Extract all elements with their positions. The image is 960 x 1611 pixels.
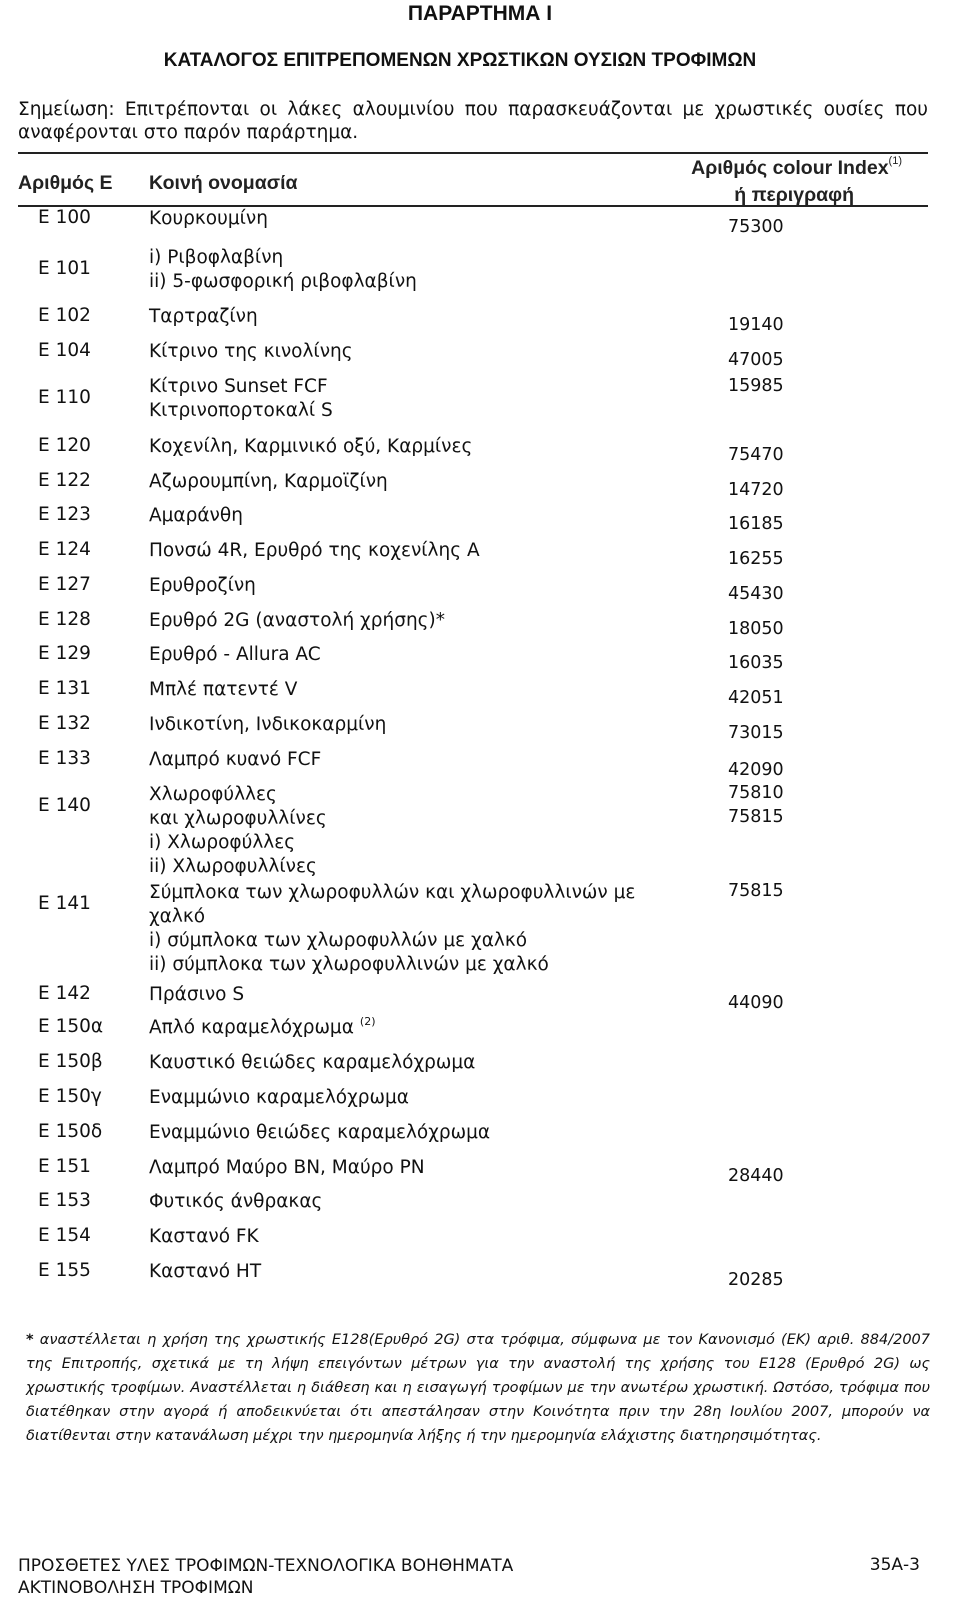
- table-row-code: Ε 127: [38, 574, 91, 595]
- table-row-name-line: [149, 574, 256, 598]
- name-text: i) Ριβοφλαβίνη: [149, 247, 284, 268]
- table-row-colour-index: [728, 547, 784, 571]
- header-code: Αριθμός Ε: [18, 172, 113, 194]
- colour-index-value: 15985: [728, 376, 784, 396]
- table-row-name-line: [149, 953, 635, 977]
- name-text: Μπλέ πατεντέ V: [149, 679, 298, 700]
- name-text: Κοχενίλη, Καρμινικό οξύ, Καρμίνες: [149, 436, 473, 457]
- table-row-name: [149, 783, 327, 879]
- name-text: Κουρκουμίνη: [149, 208, 268, 229]
- table-row-code: Ε 124: [38, 539, 91, 560]
- name-text: Εναμμώνιο καραμελόχρωμα: [149, 1087, 410, 1108]
- footnote-text: αναστέλλεται η χρήση της χρωστικής Ε128(Ερυθρό 2G) στα τρόφιμα, σύμφωνα με τον Κανονισμό (ΕΚ) αριθ. 884/2007 της Επιτροπής, σχετικά με τη λήψη επειγόντων μέτρων για την αναστολή της χρήσης του Ε128 (Ερυθρό 2G) ως χρωστικής τροφίμων. Αναστέλλεται η διάθεση και η εισαγωγή τροφίμων με την ανωτέρω χρωστική. Ωστόσο, τρόφιμα που διατέθηκαν στην αγορά ή αποδεικνύεται ότι απεστάλησαν στην Κοινότητα πριν την 28η Ιουλίου 2007, μπορούν να διατίθενται στην κατανάλωση μέχρι την ημερομηνία λήξης ή την ημερομηνία ελάχιστης διατηρησιμότητας.: [26, 1332, 930, 1444]
- table-row-colour-index: [728, 478, 784, 502]
- colour-index-value: 19140: [728, 315, 784, 335]
- header-colour-index-sup: (1): [888, 154, 902, 167]
- table-row-colour-index: [728, 1164, 784, 1188]
- colour-index-value: 42051: [728, 688, 784, 708]
- name-text: Ινδικοτίνη, Ινδικοκαρμίνη: [149, 714, 387, 735]
- table-row-colour-index: [728, 651, 784, 675]
- name-text: Σύμπλοκα των χλωροφυλλών και χλωροφυλλινών με: [149, 882, 636, 903]
- table-row-name-line: [149, 609, 445, 633]
- name-text: Λαμπρό Μαύρο ΒΝ, Μαύρο PN: [149, 1157, 425, 1178]
- name-text: ii) σύμπλοκα των χλωροφυλλινών με χαλκό: [149, 954, 549, 975]
- table-row-code: Ε 133: [38, 748, 91, 769]
- table-row-colour-index: [728, 313, 784, 337]
- table-row-name: [149, 1225, 259, 1249]
- table-row-colour-index: [728, 781, 784, 829]
- table-row-code: Ε 150γ: [38, 1086, 102, 1107]
- name-text: Πράσινο S: [149, 984, 245, 1005]
- table-row-name-line: [149, 246, 417, 270]
- table-row-name: [149, 539, 480, 563]
- colour-index-value: 42090: [728, 760, 784, 780]
- table-row-code: Ε 104: [38, 340, 91, 361]
- table-row-colour-index: [728, 1268, 784, 1292]
- table-row-name: [149, 340, 353, 364]
- name-text: Κιτρινοπορτοκαλί S: [149, 400, 333, 421]
- colour-index-value: 18050: [728, 619, 784, 639]
- name-text: Απλό καραμελόχρωμα: [149, 1017, 354, 1038]
- table-row-code: Ε 122: [38, 470, 91, 491]
- table-row-name-line: [149, 207, 268, 231]
- colour-index-value: 20285: [728, 1270, 784, 1290]
- name-text: i) Χλωροφύλλες: [149, 832, 296, 853]
- colour-index-value: 75815: [728, 881, 784, 901]
- table-row-colour-index: [728, 348, 784, 372]
- table-row-name-line: [149, 905, 635, 929]
- table-row-name-line: [149, 340, 353, 364]
- table-row-name-line: [149, 1225, 259, 1249]
- footnote: [26, 1328, 930, 1448]
- table-row-name-line: [149, 1016, 376, 1042]
- table-row-name-line: [149, 713, 386, 737]
- page-title: ΠΑΡΑΡΤΗΜΑ Ι: [407, 2, 553, 25]
- colour-index-value: 73015: [728, 723, 784, 743]
- table-row-name: [149, 1051, 475, 1075]
- name-text: i) σύμπλοκα των χλωροφυλλών με χαλκό: [149, 930, 528, 951]
- table-row-name: [149, 1190, 322, 1214]
- table-row-code: Ε 150δ: [38, 1121, 103, 1142]
- table-row-name-line: [149, 1190, 322, 1214]
- table-row-name-line: [149, 470, 388, 494]
- colour-index-value: 16255: [728, 549, 784, 569]
- table-row-code: Ε 142: [38, 983, 91, 1004]
- table-row-colour-index: [728, 512, 784, 536]
- table-row-colour-index: [728, 443, 784, 467]
- colour-index-value: 28440: [728, 1166, 784, 1186]
- table-row-name: [149, 881, 635, 977]
- table-row-name-line: [149, 270, 417, 294]
- note-text: Σημείωση: Επιτρέπονται οι λάκες αλουμινίου που παρασκευάζονται με χρωστικές ουσίες που αναφέρονται στο παρόν παράρτημα.: [18, 99, 928, 143]
- table-row-name-line: [149, 678, 297, 702]
- table-row-code: Ε 120: [38, 435, 91, 456]
- table-row-name: [149, 504, 243, 528]
- table-row-name: [149, 748, 321, 772]
- table-row-name-line: [149, 1051, 475, 1075]
- table-row-name-line: [149, 855, 327, 879]
- table-row-colour-index: [728, 686, 784, 710]
- name-text: Ερυθρό - Allura AC: [149, 644, 321, 665]
- name-text: Πονσώ 4R, Ερυθρό της κοχενίλης A: [149, 540, 480, 561]
- name-text: Αζωρουμπίνη, Καρμοϊζίνη: [149, 471, 388, 492]
- header-colour-index: [691, 154, 902, 180]
- table-row-code: Ε 150α: [38, 1016, 104, 1037]
- table-row-name: [149, 246, 417, 294]
- table-row-name: [149, 1156, 425, 1180]
- table-row-name: [149, 470, 388, 494]
- table-row-name-line: [149, 539, 480, 563]
- name-text: Αμαράνθη: [149, 505, 243, 526]
- name-superscript: (2): [359, 1015, 376, 1028]
- table-row-name: [149, 1121, 490, 1145]
- footer-left: [18, 1555, 513, 1599]
- table-row-colour-index: [728, 582, 784, 606]
- name-text: Λαμπρό κυανό FCF: [149, 749, 322, 770]
- table-row-name: [149, 375, 333, 423]
- colour-index-value: 47005: [728, 350, 784, 370]
- table-row-colour-index: [728, 758, 784, 782]
- table-row-name-line: [149, 929, 635, 953]
- table-row-name: [149, 1260, 261, 1284]
- table-row-name-line: [149, 305, 258, 329]
- name-text: Κίτρινο της κινολίνης: [149, 341, 353, 362]
- table-row-name: [149, 1016, 376, 1042]
- table-row-name: [149, 574, 256, 598]
- table-top-rule: [18, 152, 928, 154]
- table-row-code: Ε 140: [38, 795, 91, 816]
- name-text: ii) 5-φωσφορική ριβοφλαβίνη: [149, 271, 417, 292]
- header-name: Κοινή ονομασία: [149, 172, 298, 194]
- table-row-code: Ε 151: [38, 1156, 91, 1177]
- name-text: Ερυθρό 2G (αναστολή χρήσης)*: [149, 610, 445, 631]
- table-row-code: Ε 123: [38, 504, 91, 525]
- table-row-name-line: [149, 399, 333, 423]
- name-text: Χλωροφύλλες: [149, 784, 277, 805]
- name-text: Κίτρινο Sunset FCF: [149, 376, 328, 397]
- table-row-name-line: [149, 1260, 261, 1284]
- table-row-name: [149, 207, 268, 231]
- table-row-name-line: [149, 983, 244, 1007]
- table-row-name-line: [149, 375, 333, 399]
- colour-index-value: 14720: [728, 480, 784, 500]
- table-row-name: [149, 983, 244, 1007]
- colour-index-value: 75815: [728, 807, 784, 827]
- table-row-colour-index: [728, 991, 784, 1015]
- table-row-code: Ε 129: [38, 643, 91, 664]
- colour-index-value: 45430: [728, 584, 784, 604]
- colour-index-value: 75300: [728, 217, 784, 237]
- colour-index-value: 16185: [728, 514, 784, 534]
- page-number: 35Α-3: [869, 1555, 920, 1575]
- table-row-code: Ε 101: [38, 258, 91, 279]
- table-row-code: Ε 153: [38, 1190, 91, 1211]
- name-text: ii) Χλωροφυλλίνες: [149, 856, 317, 877]
- table-row-name: [149, 713, 386, 737]
- table-row-name: [149, 643, 321, 667]
- table-row-name-line: [149, 1121, 490, 1145]
- table-row-name-line: [149, 643, 321, 667]
- table-row-code: Ε 132: [38, 713, 91, 734]
- name-text: Ερυθροζίνη: [149, 575, 256, 596]
- table-row-code: Ε 100: [38, 207, 91, 228]
- name-text: Καυστικό θειώδες καραμελόχρωμα: [149, 1052, 476, 1073]
- colour-index-value: 16035: [728, 653, 784, 673]
- table-row-colour-index: [728, 215, 784, 239]
- table-row-colour-index: [728, 617, 784, 641]
- table-row-colour-index: [728, 721, 784, 745]
- table-row-colour-index: [728, 879, 784, 903]
- name-text: και χλωροφυλλίνες: [149, 808, 327, 829]
- table-row-name-line: [149, 881, 635, 905]
- name-text: χαλκό: [149, 906, 206, 927]
- table-row-name-line: [149, 807, 327, 831]
- table-row-code: Ε 141: [38, 893, 91, 914]
- table-row-code: Ε 102: [38, 305, 91, 326]
- table-row-colour-index: [728, 374, 784, 398]
- table-row-name-line: [149, 435, 472, 459]
- name-text: Φυτικός άνθρακας: [149, 1191, 323, 1212]
- name-text: Καστανό HT: [149, 1261, 262, 1282]
- table-row-code: Ε 131: [38, 678, 91, 699]
- footer-line2: ΑΚΤΙΝΟΒΟΛΗΣΗ ΤΡΟΦΙΜΩΝ: [18, 1578, 254, 1598]
- table-row-code: Ε 110: [38, 387, 91, 408]
- table-row-code: Ε 128: [38, 609, 91, 630]
- table-row-name: [149, 678, 297, 702]
- name-text: Ταρτραζίνη: [149, 306, 258, 327]
- table-row-name-line: [149, 783, 327, 807]
- footnote-star: *: [26, 1332, 34, 1348]
- colour-index-value: 75810: [728, 783, 784, 803]
- table-row-code: Ε 154: [38, 1225, 91, 1246]
- header-colour-index-label: Αριθμός colour Index: [691, 157, 889, 179]
- table-row-name: [149, 305, 258, 329]
- name-text: Εναμμώνιο θειώδες καραμελόχρωμα: [149, 1122, 491, 1143]
- table-row-name-line: [149, 1156, 425, 1180]
- list-title: ΚΑΤΑΛΟΓΟΣ ΕΠΙΤΡΕΠΟΜΕΝΩΝ ΧΡΩΣΤΙΚΩΝ ΟΥΣΙΩΝ ΤΡΟΦΙΜΩΝ: [163, 50, 757, 71]
- table-row-name: [149, 609, 445, 633]
- table-row-name: [149, 435, 472, 459]
- footer-line1: ΠΡΟΣΘΕΤΕΣ ΥΛΕΣ ΤΡΟΦΙΜΩΝ-ΤΕΧΝΟΛΟΓΙΚΑ ΒΟΗΘΗΜΑΤΑ: [18, 1556, 514, 1576]
- table-row-name-line: [149, 831, 327, 855]
- name-text: Καστανό FK: [149, 1226, 259, 1247]
- table-row-name-line: [149, 748, 321, 772]
- colour-index-value: 75470: [728, 445, 784, 465]
- table-row-name-line: [149, 1086, 409, 1110]
- table-row-name-line: [149, 504, 243, 528]
- table-row-name: [149, 1086, 409, 1110]
- table-row-code: Ε 155: [38, 1260, 91, 1281]
- table-row-code: Ε 150β: [38, 1051, 103, 1072]
- header-colour-index-line2: ή περιγραφή: [734, 184, 854, 206]
- colour-index-value: 44090: [728, 993, 784, 1013]
